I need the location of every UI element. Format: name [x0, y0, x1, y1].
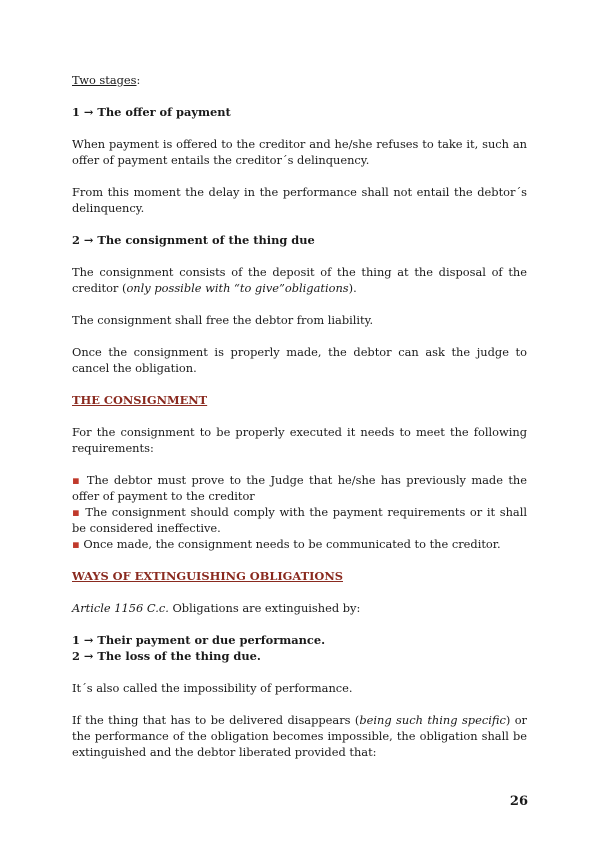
bullet-item [72, 472, 527, 504]
paragraph-free-debtor: The consignment shall free the debtor from liability. [72, 313, 374, 327]
stage-2-number: 2 → [72, 233, 98, 247]
bullet-icon: ▪ [72, 473, 82, 487]
article-text: Obligations are extinguished by: [168, 601, 361, 615]
list-item-payment: 1 → Their payment or due performance. [72, 633, 326, 647]
list-item-loss: 2 → The loss of the thing due. [72, 649, 261, 663]
bullet-icon: ▪ [72, 537, 80, 551]
consignment-def-italic: only possible with “to give”obligations [126, 281, 349, 295]
document-page [72, 72, 527, 760]
bullet-item [72, 536, 527, 552]
stage-2-title: The consignment of the thing due [97, 233, 315, 247]
paragraph-consignment-def [72, 264, 527, 296]
bullet-text: Once made, the consignment needs to be communicated to the creditor. [83, 537, 501, 551]
paragraph-article [72, 600, 527, 616]
bullet-icon: ▪ [72, 505, 81, 519]
bullet-text: The consignment should comply with the payment requirements or it shall be considered ineffective. [72, 505, 527, 535]
two-stages-colon: : [136, 73, 141, 87]
stage-1-title: The offer of payment [97, 105, 231, 119]
page-number: 26 [509, 794, 528, 809]
consignment-def-text: The consignment consists of the deposit of the thing at the disposal of the creditor ( [72, 265, 527, 295]
disappears-text: If the thing that has to be delivered disappears ( [72, 713, 360, 727]
two-stages-label: Two stages [72, 73, 137, 87]
paragraph-impossibility: It´s also called the impossibility of performance. [72, 681, 353, 695]
stage-2-heading [72, 232, 527, 248]
heading-extinguishing: WAYS OF EXTINGUISHING OBLIGATIONS [72, 569, 343, 583]
disappears-italic: being such thing specific [359, 713, 506, 727]
bullet-text: The debtor must prove to the Judge that he/she has previously made the offer of payment to the creditor [72, 473, 527, 503]
paragraph-offer: When payment is offered to the creditor and he/she refuses to take it, such an offer of payment entails the creditor´s delinquency. [72, 137, 527, 167]
paragraph-disappears [72, 712, 527, 760]
heading-consignment: THE CONSIGNMENT [72, 393, 208, 407]
stage-1-heading [72, 104, 527, 120]
paragraph-delay: From this moment the delay in the performance shall not entail the debtor´s delinquency. [72, 185, 527, 215]
section-intro [72, 72, 527, 88]
disappears-end: ) or the performance of the obligation becomes impossible, the obligation shall be extinguished and the debtor liberated provided that: [72, 713, 527, 759]
stage-1-number: 1 → [72, 105, 98, 119]
article-reference: Article 1156 C.c. [72, 601, 169, 615]
bullet-item [72, 504, 527, 536]
paragraph-cancel: Once the consignment is properly made, the debtor can ask the judge to cancel the obligation. [72, 345, 527, 375]
consignment-def-end: ). [348, 281, 357, 295]
paragraph-requirements: For the consignment to be properly executed it needs to meet the following requirements: [72, 425, 527, 455]
